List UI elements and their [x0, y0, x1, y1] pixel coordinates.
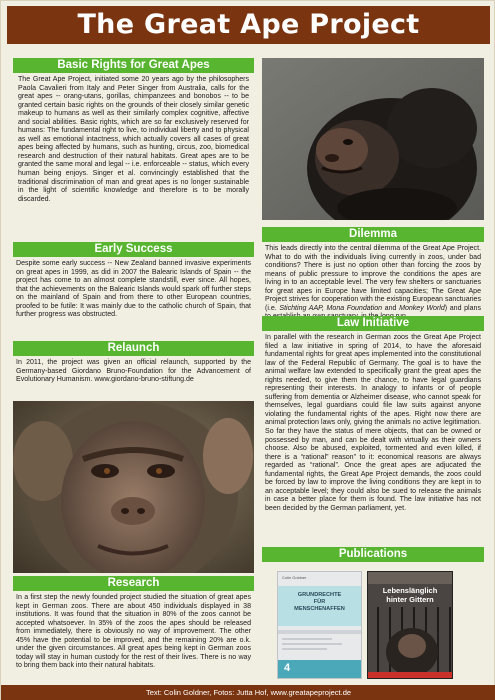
- book-title-line: MENSCHENAFFEN: [294, 606, 345, 612]
- chimpanzee-face-photo: [13, 401, 254, 573]
- text-run-italic: Monkey World: [399, 304, 445, 312]
- section-publications: [262, 547, 484, 562]
- title-banner: [7, 6, 490, 44]
- text-run-italic: Stichting AAP, Mona Foundation: [279, 304, 383, 312]
- book-cover-grundrechte: [277, 571, 362, 679]
- section-heading: Law Initiative: [262, 316, 484, 331]
- book-title-line: FÜR: [313, 599, 326, 605]
- section-law-initiative: [262, 316, 484, 513]
- section-text: Despite some early success -- New Zealand banned invasive experiments on great apes in 1999, as did in 2007 the Balearic Islands of Spain -- the project has come to an almost complete standstill, ever since. All hopes, that the achievements on the Balearic Islands would spark off further steps on the mainland of Spain and from there to other European countries, proofed to be futile: It was mainly due to the catholic church of Spain, that further progress was obstructed.: [16, 260, 251, 319]
- book-title-line: GRUNDRECHTE: [297, 592, 342, 598]
- text-run: This leads directly into the central dilemma of the Great Ape Project. What to do with the individuals living currently in zoos, under bad conditions? There is just no option other than forcing the zoos by means of public pressure to improve the conditions the apes are living in to an acceptable level. The very few shelters or sanctuaries for great apes in Europe have limited capacities; The Great Ape Project strives for cooperation with the existing European sanctuaries (i.e.: [265, 245, 481, 312]
- section-text: In parallel with the research in German zoos the Great Ape Project filed a law initiative in spring of 2014, to have the aforesaid fundamental rights for great apes implemented into the constitutional law of the Federal Republic of Germany. The goal is to have the animal welfare law extended to specifically grant the great apes the rights needed, to give them the chance, to have legal guardians representing their interests. In analogy to infants or of people suffering from dementia or Alzheimer disease, who cannot speak for themselves, legal guardians could file law suits against anyone violating the fundamental rights of the apes. Right now there are animal protection laws only, giving the animals no active legitimation. So far they have the status of mere objects, that can be owned or possessed by man, and can be dealt with virtually as their owners choose. Also be abused, exploited, tormented and even killed, if there is a “rational” reason” to it: economical reasons are always regarded as “rational”. Once the great apes are adjucated the fundamental rights, the Great Ape Project demands, the zoos could be forced by law to improve the living conditions they are kept in to an acceptable level; they could also be sued to release the animals in case a better place for them is found. The law initiative has not been decided by the German parliament, yet.: [265, 334, 481, 512]
- book-text-line: [282, 648, 327, 650]
- book-author: Colin Goldner: [282, 575, 307, 580]
- book-volume-number: 4: [284, 662, 291, 674]
- book-cover-lebenslaenglich: [367, 571, 453, 679]
- section-text: In 2011, the project was given an official relaunch, supported by the Germany-based Giordano Bruno-Foundation for the Advancement of Evolutionary Humanism. www.giordano-bruno-stiftung.de: [16, 359, 251, 384]
- section-early-success: [13, 242, 254, 320]
- book-title-band: [278, 586, 361, 626]
- text-run: ) and plans: [444, 304, 481, 312]
- footer-text: Text: Colin Goldner, Fotos: Jutta Hof, www.greatapeproject.de: [145, 688, 352, 697]
- section-heading: Research: [13, 576, 254, 591]
- book-divider: [278, 630, 361, 634]
- section-heading: Dilemma: [262, 227, 484, 242]
- section-relaunch: [13, 341, 254, 385]
- book-title-line: Lebenslänglich: [382, 586, 438, 595]
- section-basic-rights: [13, 58, 254, 204]
- section-research: [13, 576, 254, 671]
- book-text-line: [282, 643, 342, 645]
- section-dilemma: [262, 227, 484, 322]
- text-run: and: [382, 304, 400, 312]
- section-text: [262, 245, 484, 322]
- bonobo-photo: [262, 58, 484, 220]
- page-title: The Great Ape Project: [77, 9, 420, 40]
- section-text: The Great Ape Project, initiated some 20 years ago by the philosophers Paola Cavalieri from Italy and Peter Singer from Australia, calls for the great apes -- orang-utans, gorillas, chimpanzees and bonobos -- to be granted certain basic rights on the grounds of their closely similar genetic makeup to humans as well as their similarly complex cognitive, affective and social abilities. Basic rights, which are so far exclusively reserved for humans: The fundamental right to live, to individual liberty and to physical as well as emotional intactness, which actually covers all cases of great apes being affected by humans, such as hunting, circus, zoo, biomedical research and destruction of their natural habitats. Great apes are to be granted the same moral and legal -- i.e. enforceable -- status, which every human being enjoys. Singer et al. convincingly established that the traditional discrimination of man and great apes is no longer sustainable in the light of scientific knowledge and therefore is to be morally discarded.: [18, 76, 249, 203]
- book-title-line: hinter Gittern: [386, 595, 434, 604]
- section-heading: Relaunch: [13, 341, 254, 356]
- section-heading: Basic Rights for Great Apes: [13, 58, 254, 73]
- section-text: In a first step the newly founded project studied the situation of great apes kept in German zoos. There are about 450 individuals displayed in 38 institutions. It was found that the situation in 80% of the zoos cannot be accepted whatsoever. In 35% of the zoos the apes should be released from immediately, there is obviously no way of improvement. The other 45% have the potential to be improved, and the remaining 20% are o.k. under the given circumstances. All great apes being kept in German zoos today will stay in human custody for the rest of their lives. There is no way to bring them back into their natural habitats.: [16, 594, 251, 670]
- section-heading: Publications: [262, 547, 484, 562]
- book-bottom-band: [278, 660, 361, 678]
- book-text-line: [282, 638, 332, 640]
- footer-credits: [1, 685, 495, 700]
- section-heading: Early Success: [13, 242, 254, 257]
